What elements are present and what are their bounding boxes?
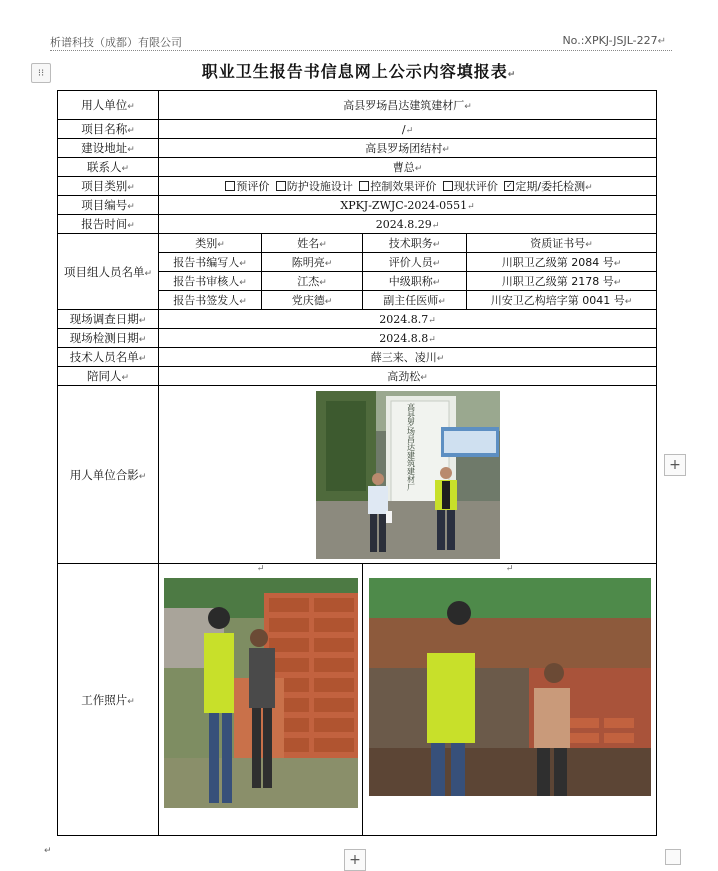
work-photo-right bbox=[369, 578, 651, 796]
project-name-label: 项目名称↵ bbox=[58, 120, 159, 139]
team-name: 陈明亮↵ bbox=[262, 253, 363, 272]
team-title: 副主任医师↵ bbox=[363, 291, 467, 310]
team-cert: 川职卫乙级第 2178 号↵ bbox=[467, 272, 657, 291]
work-photo-cell-left: ↵ bbox=[159, 564, 363, 836]
team-role: 报告书签发人↵ bbox=[159, 291, 262, 310]
team-header-category: 类别↵ bbox=[159, 234, 262, 253]
test-date-value: 2024.8.8↵ bbox=[159, 329, 657, 348]
category-options: 预评价 防护设施设计 控制效果评价 现状评价 ✓ 定期/委托检测↵ bbox=[159, 177, 657, 196]
address-label: 建设地址↵ bbox=[58, 139, 159, 158]
report-time-value: 2024.8.29↵ bbox=[159, 215, 657, 234]
address-value: 高县罗场团结村↵ bbox=[159, 139, 657, 158]
checkbox-preassess[interactable] bbox=[225, 181, 235, 191]
team-header-cert: 资质证书号↵ bbox=[467, 234, 657, 253]
checkbox-status-assess[interactable] bbox=[443, 181, 453, 191]
add-row-plus-icon[interactable]: + bbox=[344, 849, 366, 871]
team-header-title: 技术职务↵ bbox=[363, 234, 467, 253]
team-title: 评价人员↵ bbox=[363, 253, 467, 272]
team-role: 报告书编写人↵ bbox=[159, 253, 262, 272]
team-name: 党庆德↵ bbox=[262, 291, 363, 310]
team-label: 项目组人员名单↵ bbox=[58, 234, 159, 310]
survey-date-value: 2024.8.7↵ bbox=[159, 310, 657, 329]
move-handle-icon[interactable]: ⁝⁝ bbox=[31, 63, 51, 83]
work-photo-label: 工作照片↵ bbox=[58, 564, 159, 836]
checkbox-protection-design[interactable] bbox=[276, 181, 286, 191]
team-cert: 川职卫乙级第 2084 号↵ bbox=[467, 253, 657, 272]
contact-value: 曹总↵ bbox=[159, 158, 657, 177]
group-photo-cell bbox=[159, 386, 657, 564]
unit-label: 用人单位↵ bbox=[58, 91, 159, 120]
report-time-label: 报告时间↵ bbox=[58, 215, 159, 234]
companion-label: 陪同人↵ bbox=[58, 367, 159, 386]
team-cert: 川安卫乙构培字第 0041 号↵ bbox=[467, 291, 657, 310]
resize-handle-icon[interactable] bbox=[665, 849, 681, 865]
survey-date-label: 现场调查日期↵ bbox=[58, 310, 159, 329]
companion-value: 高劲松↵ bbox=[159, 367, 657, 386]
doc-number: No.:XPKJ-JSJL-227↵ bbox=[562, 34, 666, 47]
checkbox-periodic-test[interactable]: ✓ bbox=[506, 181, 513, 190]
work-photo-cell-right: ↵ bbox=[363, 564, 657, 836]
team-role: 报告书审核人↵ bbox=[159, 272, 262, 291]
test-date-label: 现场检测日期↵ bbox=[58, 329, 159, 348]
company-name: 析谱科技（成都）有限公司 bbox=[50, 36, 182, 49]
project-no-label: 项目编号↵ bbox=[58, 196, 159, 215]
tech-staff-value: 薛三来、凌川↵ bbox=[159, 348, 657, 367]
unit-value: 高县罗场昌达建筑建材厂↵ bbox=[159, 91, 657, 120]
page-header bbox=[50, 34, 672, 51]
form-table bbox=[57, 90, 657, 836]
project-no-value: XPKJ-ZWJC-2024-0551↵ bbox=[159, 196, 657, 215]
add-column-plus-icon[interactable]: + bbox=[664, 454, 686, 476]
category-label: 项目类别↵ bbox=[58, 177, 159, 196]
group-photo-label: 用人单位合影↵ bbox=[58, 386, 159, 564]
tech-staff-label: 技术人员名单↵ bbox=[58, 348, 159, 367]
factory-sign-text: 高县罗场昌达建筑建材厂 bbox=[406, 402, 416, 491]
checkbox-control-effect[interactable] bbox=[359, 181, 369, 191]
team-header-name: 姓名↵ bbox=[262, 234, 363, 253]
group-photo bbox=[316, 391, 500, 559]
work-photo-left bbox=[164, 578, 358, 808]
project-name-value: /↵ bbox=[159, 120, 657, 139]
team-title: 中级职称↵ bbox=[363, 272, 467, 291]
contact-label: 联系人↵ bbox=[58, 158, 159, 177]
page-title: 职业卫生报告书信息网上公示内容填报表↵ bbox=[201, 62, 517, 81]
paragraph-mark: ↵ bbox=[44, 846, 52, 856]
team-name: 江杰↵ bbox=[262, 272, 363, 291]
